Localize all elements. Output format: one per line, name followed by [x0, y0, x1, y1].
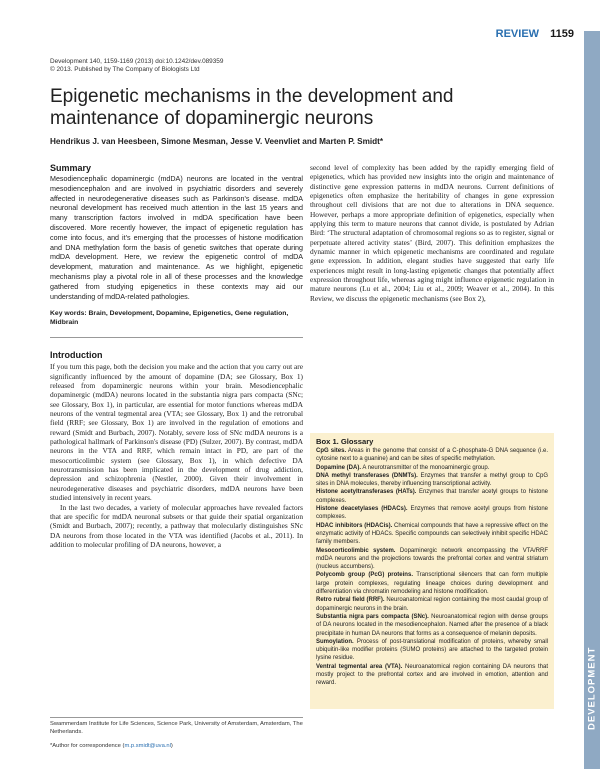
glossary-item	[316, 547, 548, 572]
correspondence-footnote	[50, 743, 173, 749]
keywords: Key words: Brain, Development, Dopamine, Epigenetics, Gene regulation, Midbrain	[50, 310, 289, 327]
glossary-item	[316, 464, 548, 472]
glossary-definition: Areas in the genome that consist of a C-phosphate-G DNA sequence (i.e. cytosine next to a guanine) and can be sites of specific methylation.	[316, 448, 548, 463]
author-list: Hendrikus J. van Heesbeen, Simone Mesman, Jesse V. Veenvliet and Marten P. Smidt*	[50, 137, 384, 146]
glossary-item	[316, 505, 548, 522]
citation-line: Development 140, 1159-1169 (2013) doi:10.1242/dev.089359	[50, 58, 224, 65]
glossary-definition: Enzymes that transfer a methyl group to CpG sites in DNA molecules, thereby influencing transcriptional activity.	[316, 472, 548, 488]
glossary-item	[316, 447, 548, 464]
summary-text: Mesodiencephalic dopaminergic (mdDA) neurons are located in the ventral mesodiencephalon and are involved in psychiatric disorders and severely affected in neurodegenerative diseases such as Parkinson's disease. mdDA neuronal development has received much attention in the last 15 years and many transcription factors involved in mdDA specification have been discovered. More recently however, the impact of epigenetic regulation has come into focus, and it's emerging that the processes of histone modification and DNA methylation form the basis of genetic switches that operate during mdDA development. Here, we review the epigenetic control of mdDA development, maturation and maintenance. As we highlight, epigenetic mechanisms play a pivotal role in all of these processes and the knowledge gathered from studying epigenetics in these contexts may aid our understanding of mdDA-related pathologies.	[50, 175, 303, 301]
page-number: 1159	[550, 28, 574, 40]
author-email-link[interactable]: m.p.smidt@uva.nl	[124, 743, 171, 749]
glossary-item	[316, 571, 548, 596]
intro-paragraph-1: If you turn this page, both the decision you make and the action that you carry out are significantly influenced by the amount of dopamine (DA; see Glossary, Box 1) released from dopaminergic neurons within your brain. Mesodiencephalic dopaminergic (mdDA) neurons located in the substantia nigra pars compacta (SNc; see Glossary, Box 1), in particular, are essential for motor functions whereas mdDA neurons of the ventral tegmental area (VTA; see Glossary, Box 1) and the retrorubal field (RRF; see Glossary, Box 1) are involved in the regulation of emotions and reward (Smidt and Burbach, 2007). Notably, severe loss of SNc mdDA neurons is a pathological hallmark of Parkinson's disease (PD) (Sulzer, 2007). By contrast, mdDA neurons in the VTA and RRF, which remain intact in PD, are part of the mesocorticolimbic system (see Glossary, Box 1), in which defective DA neurotransmission has been implicated in the development of drug addiction, depression and schizophrenia (Nestler, 2000). Given their involvement in neurodegenerative diseases and psychiatric disorders, mdDA neurons have been studied intensively in recent years.	[50, 362, 303, 503]
glossary-item	[316, 663, 548, 688]
glossary-definition: Dopaminergic network encompassing the VTA/RRF mdDA neurons and the projections towards the prefrontal cortex and ventral striatum (nucleus accumbens).	[316, 547, 548, 571]
introduction-heading: Introduction	[50, 350, 103, 361]
glossary-term: CpG sites.	[316, 448, 347, 454]
intro-paragraph-2: In the last two decades, a variety of molecular approaches have revealed factors that are specific for mdDA neuronal subsets or that guide their spatial organization (Smidt and Burbach, 2007); recently, a pathway that molecularly distinguishes SNc DA neurons from those located in the VTA was identified (Jacobs et al., 2011). In addition to molecular profiling of DA neurons, however, a	[50, 502, 303, 549]
glossary-definition: Neuroanatomical region with dense groups of DA neurons located in the mesodiencephalon. Named after the presence of a black precipitate in human DA neurons that forms as a consequence of melanin deposits.	[316, 613, 549, 637]
glossary-definition: Enzymes that transfer acetyl groups to histone complexes.	[316, 489, 548, 504]
correspondence-suffix: )	[170, 743, 173, 749]
glossary-definition: Neuroanatomical region containing the most caudal group of dopaminergic neurons in the brain.	[316, 597, 548, 612]
right-column	[310, 163, 554, 303]
glossary-title: Box 1. Glossary	[316, 437, 374, 446]
glossary-list	[316, 447, 548, 688]
glossary-item	[316, 638, 548, 663]
article-title: Epigenetic mechanisms in the development and maintenance of dopaminergic neurons	[50, 86, 454, 129]
glossary-definition: Neuroanatomical region containing DA neurons that mostly project to the prefrontal cortex and are involved in emotion, attention and reward.	[316, 663, 548, 687]
glossary-box	[310, 433, 554, 709]
glossary-term: HDAC inhibitors (HDACis).	[316, 522, 393, 529]
citation-block	[50, 58, 223, 74]
glossary-definition: Chemical compounds that have a repressive effect on the enzymatic activity of HDACs. Specific compounds can selectively inhibit specific HDAC family members.	[316, 522, 548, 546]
page-header	[496, 28, 574, 40]
glossary-item	[316, 488, 548, 505]
glossary-term: Ventral tegmental area (VTA).	[316, 663, 403, 670]
correspondence-prefix: *Author for correspondence (	[50, 743, 125, 749]
glossary-term: DNA methyl transferases (DNMTs).	[316, 472, 418, 479]
glossary-term: Sumoylation.	[316, 638, 354, 645]
glossary-item	[316, 596, 548, 613]
glossary-definition: Process of post-translational modification of proteins, whereby small ubiquitin-like modifier proteins (SUMO proteins) are attached to the targeted protein lysine residue.	[316, 638, 548, 662]
section-label: REVIEW	[495, 28, 540, 40]
glossary-item	[316, 613, 548, 638]
summary-heading: Summary	[50, 163, 92, 173]
glossary-definition: A neurotransmitter of the monoaminergic group.	[361, 464, 490, 471]
glossary-term: Mesocorticolimbic system.	[316, 547, 396, 554]
intro-paragraph-3: second level of complexity has been added by the rapidly emerging field of epigenetics, which has provided new insights into the origin and maintenance of distinctive gene expression patterns in mdDA neurons. Current definitions of epigenetics often emphasize the heritability of changes in gene expression throughout cell divisions that are not due to alterations in DNA sequence. However, perhaps a more appropriate definition of epigenetics, especially when applying this term to mature neurons that cannot divide, is postulated by Adrian Bird: ‘The structural adaptation of chromosomal regions so as to register, signal or perpetuate altered activity states’ (Bird, 2007). This definition emphasizes the dynamic manner in which epigenetic mechanisms are coordinated and regulate gene expression. In addition, elegant studies have suggested that early life experiences might result in long-lasting epigenetic changes that potentially affect expression throughout life, whereas aging might influence epigenetic regulation in mature neurons (Lu et al., 2004; Liu et al., 2009; Weaver et al., 2004). In this Review, we discuss the epigenetic mechanisms (see Box 2),	[310, 163, 554, 303]
left-column	[50, 163, 303, 549]
affiliation-footnote: Swammerdam Institute for Life Sciences, Science Park, University of Amsterdam, Amsterdam, The Netherlands.	[50, 717, 303, 736]
glossary-item	[316, 522, 548, 547]
glossary-term: Histone acetyltransferases (HATs).	[316, 489, 417, 496]
journal-sidebar-label: DEVELOPMENT	[586, 646, 598, 730]
copyright-line: © 2013. Published by The Company of Biologists Ltd	[50, 66, 200, 73]
glossary-term: Histone deacetylases (HDACs).	[316, 506, 408, 513]
glossary-definition: Transcriptional silencers that can form multiple large protein complexes, regulating lineage choices during development and differentiation via chromatin remodeling and histone modification.	[316, 572, 548, 596]
glossary-definition: Enzymes that remove acetyl groups from histone complexes.	[316, 506, 548, 521]
glossary-item	[316, 472, 548, 489]
glossary-term: Polycomb group (PcG) proteins.	[316, 572, 413, 579]
glossary-term: Dopamine (DA).	[316, 464, 361, 471]
glossary-term: Retro rubral field (RRF).	[316, 597, 385, 604]
glossary-term: Substantia nigra pars compacta (SNc).	[316, 613, 429, 620]
divider	[50, 337, 303, 338]
